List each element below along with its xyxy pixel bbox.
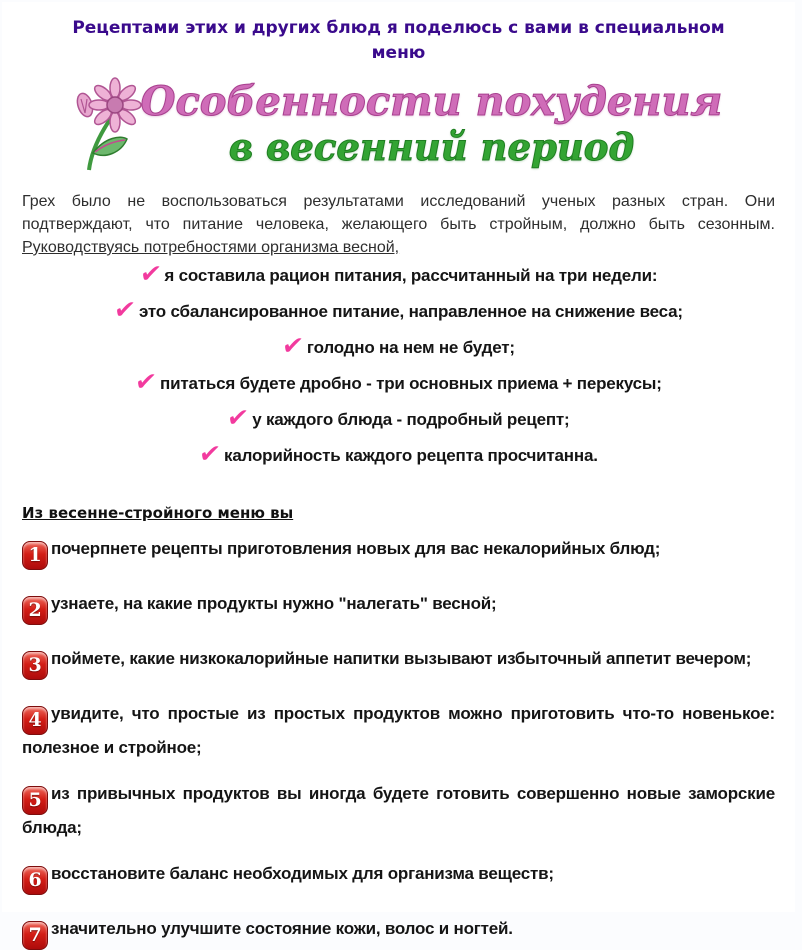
list-item: [22, 701, 775, 760]
check-icon: ✔: [133, 366, 159, 396]
check-item-text: у каждого блюда - подробный рецепт;: [252, 410, 570, 429]
numbered-item-text: поймете, какие низкокалорийные напитки вызывают избыточный аппетит вечером;: [51, 649, 752, 668]
check-item-text: это сбалансированное питание, направленное на снижение веса;: [138, 302, 683, 321]
menu-section-heading: Из весенне-стройного меню вы: [22, 504, 294, 522]
numbered-item-text: почерпнете рецепты приготовления новых для вас некалорийных блюд;: [51, 539, 661, 558]
numbered-item-text: значительно улучшите состояние кожи, волос и ногтей.: [51, 919, 513, 938]
numbered-list: [20, 536, 777, 950]
check-icon: ✔: [137, 258, 163, 288]
list-item: [20, 438, 777, 468]
check-icon: ✔: [280, 330, 306, 360]
numbered-item-text: увидите, что простые из простых продуктов можно приготовить что-то новенькое: полезное и стройное;: [22, 704, 775, 757]
check-item-text: я составила рацион питания, рассчитанный на три недели:: [164, 266, 658, 285]
list-item: [22, 591, 775, 625]
numbered-item-text: узнаете, на какие продукты нужно "налегать" весной;: [51, 594, 497, 613]
numbered-item-text: восстановите баланс необходимых для организма веществ;: [51, 864, 554, 883]
page-title: Рецептами этих и других блюд я поделюсь с вами в специальном меню: [72, 18, 725, 63]
check-item-text: питаться будете дробно - три основных приема + перекусы;: [160, 374, 662, 393]
content-sheet: [2, 2, 795, 946]
list-item: [20, 258, 777, 288]
number-badge: 4: [22, 706, 48, 735]
intro-paragraph: [22, 190, 775, 259]
check-item-text: калорийность каждого рецепта просчитанна.: [224, 446, 598, 465]
number-badge: 7: [22, 921, 48, 950]
number-badge: 5: [22, 786, 48, 815]
check-list: [20, 258, 777, 468]
list-item: [22, 916, 775, 950]
list-item: [22, 861, 775, 895]
list-item: [20, 366, 777, 396]
number-badge: 2: [22, 596, 48, 625]
check-icon: ✔: [197, 438, 223, 468]
check-item-text: голодно на нем не будет;: [306, 338, 515, 357]
check-icon: ✔: [112, 294, 138, 324]
banner: [20, 72, 777, 176]
flower-icon: [75, 75, 139, 173]
number-badge: 3: [22, 651, 48, 680]
banner-text: [141, 79, 723, 169]
list-item: [22, 536, 775, 570]
intro-text: Грех было не воспользоваться результатами исследований ученых разных стран. Они подтверждают, что питание человека, желающего быть стройным, должно быть сезонным.: [22, 193, 775, 233]
list-item: [20, 330, 777, 360]
intro-underlined-text: Руководствуясь потребностями организма весной,: [22, 239, 400, 256]
list-item: [20, 294, 777, 324]
banner-title-line1: Особенности похудения: [140, 78, 723, 125]
banner-title-line2: в весенний период: [228, 125, 635, 169]
numbered-item-text: из привычных продуктов вы иногда будете готовить совершенно новые заморские блюда;: [22, 784, 775, 837]
list-item: [22, 646, 775, 680]
list-item: [22, 781, 775, 840]
number-badge: 1: [22, 541, 48, 570]
check-icon: ✔: [225, 402, 251, 432]
list-item: [20, 402, 777, 432]
number-badge: 6: [22, 866, 48, 895]
